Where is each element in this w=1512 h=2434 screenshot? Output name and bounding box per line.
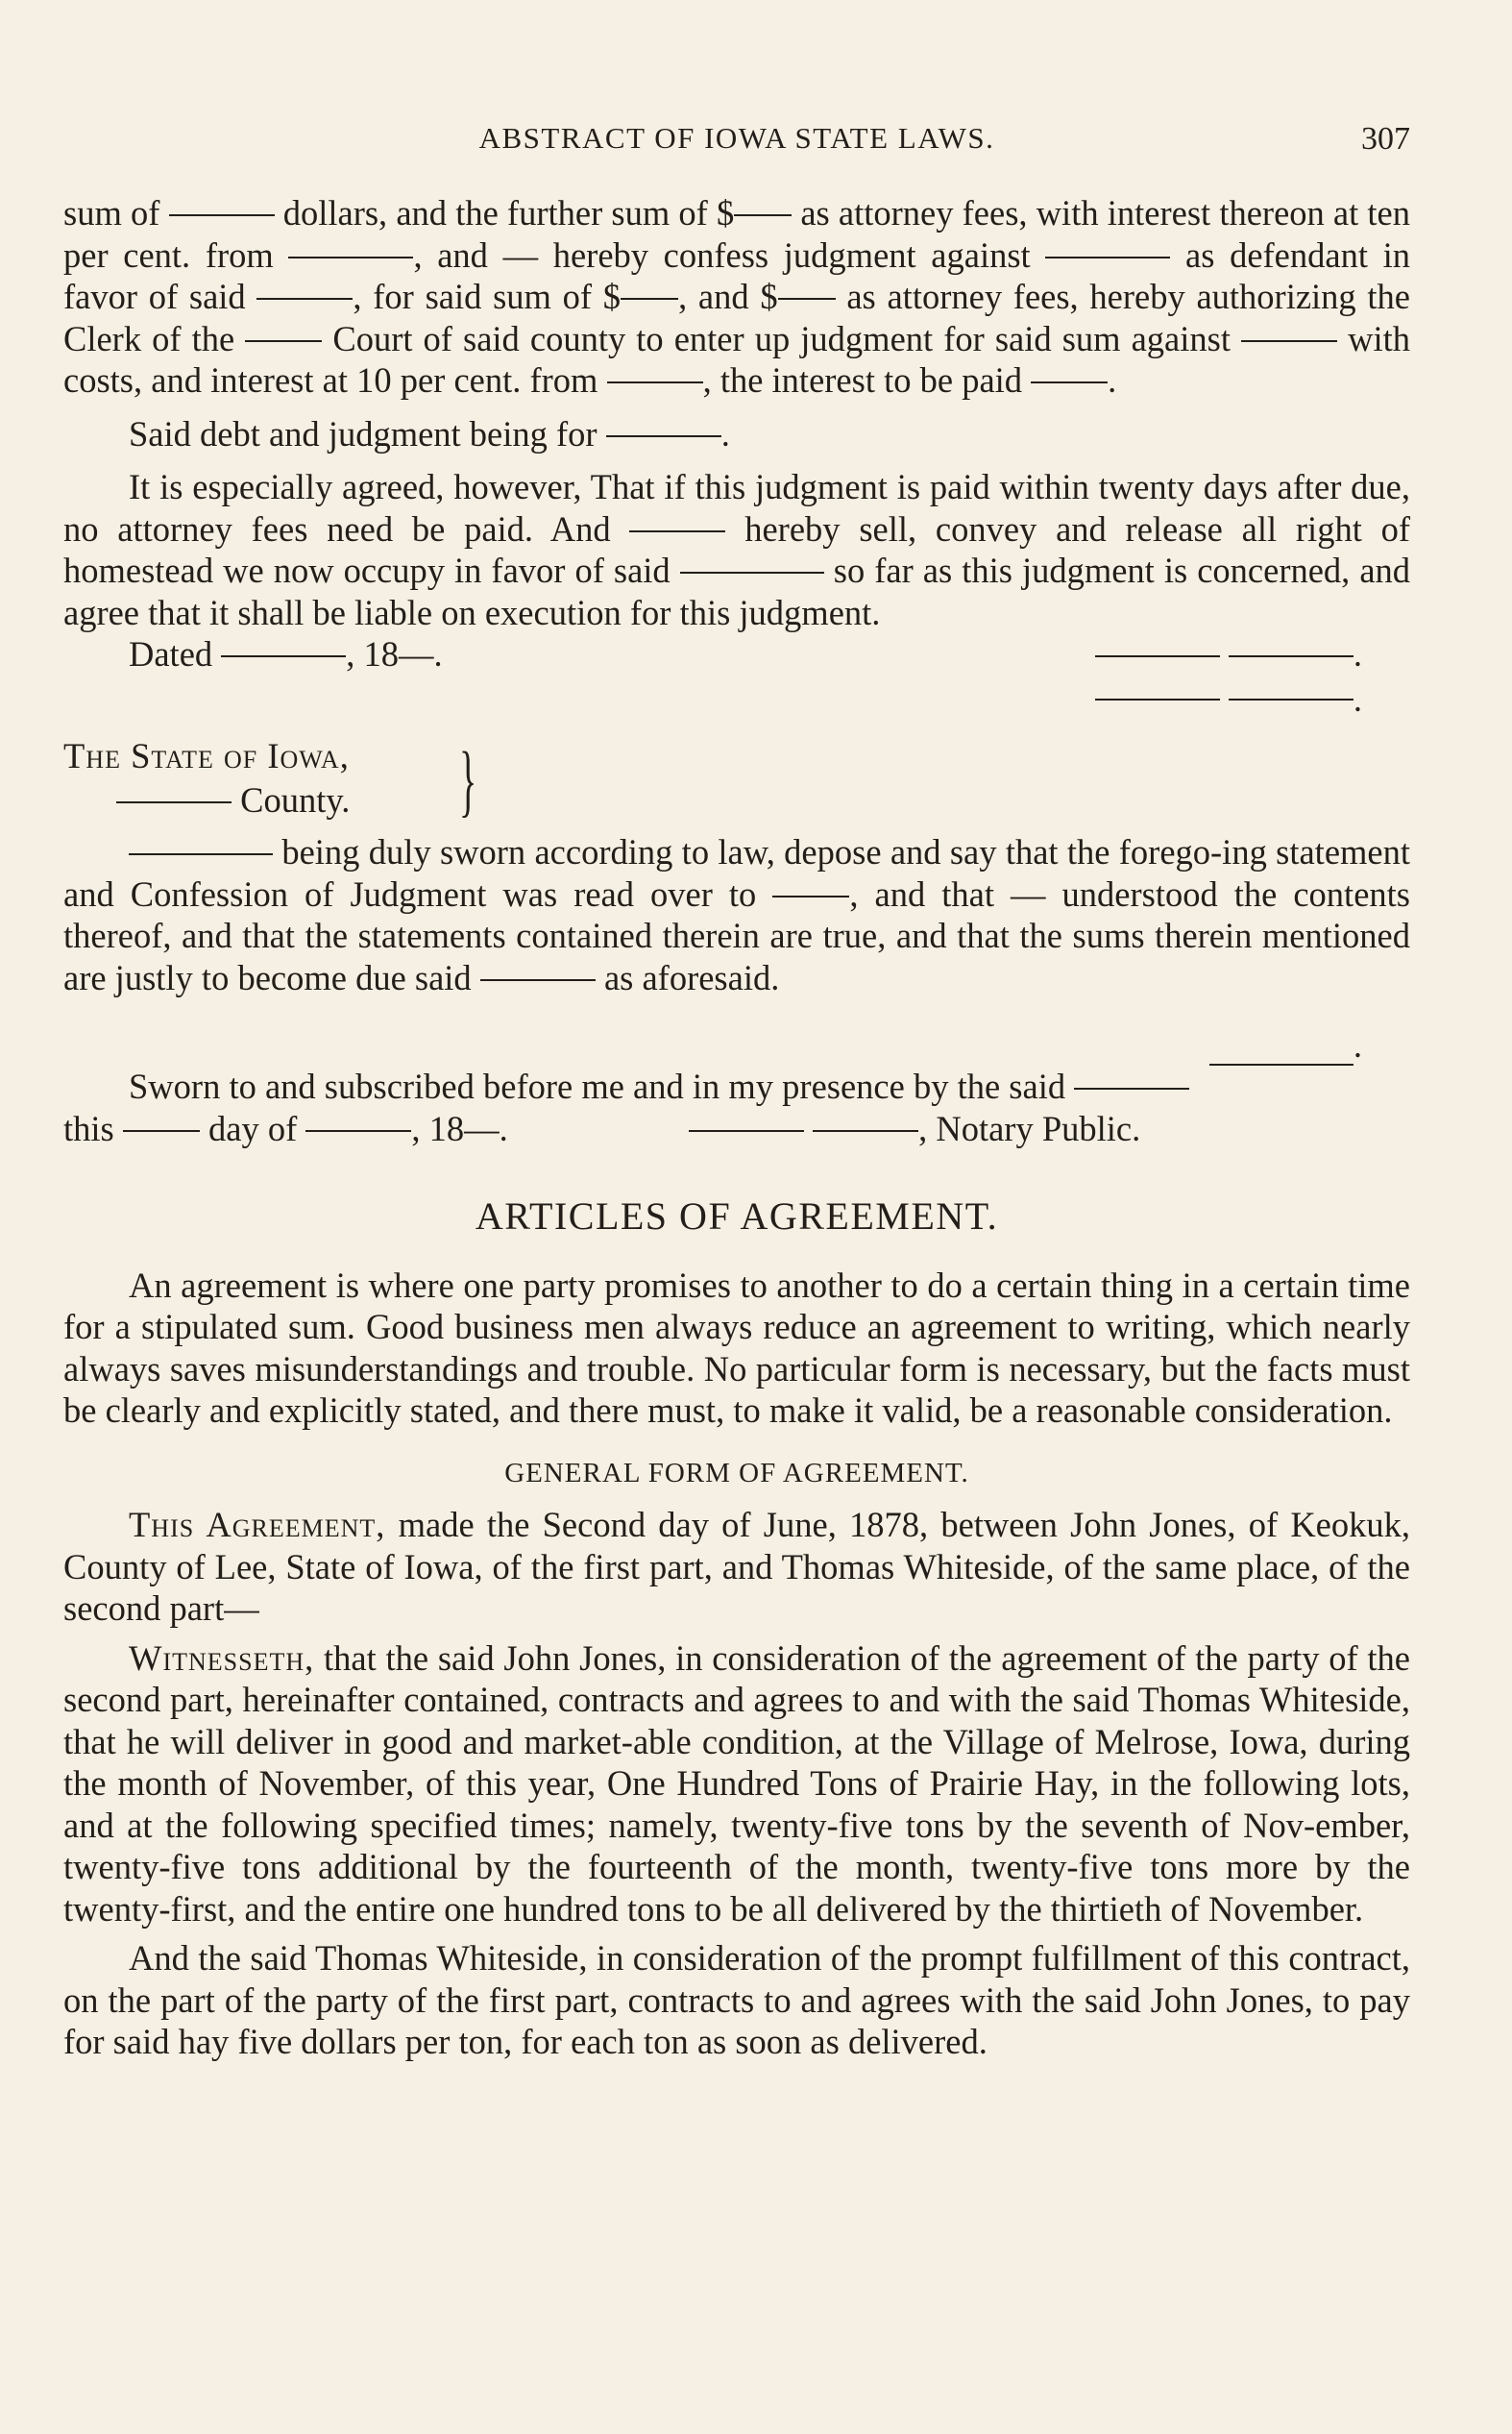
dated-line [63,633,1410,677]
blank-line [813,1130,918,1132]
blank-line [606,435,721,437]
blank-line [734,214,792,216]
signature-line-2 [63,677,1410,722]
blank-line [129,853,273,855]
blank-line [772,896,849,897]
signature-line-3 [63,998,1410,1066]
blank-line [621,298,678,300]
blank-line [116,801,232,803]
blank-line [305,1130,411,1132]
blank-line [123,1130,200,1132]
page-header [63,121,1410,163]
sworn-date-line [63,1108,1410,1150]
text-span: , and that — understood the contents thereof, and that the statements contained therein are true, and that the sums therein mentioned are justly to become due said [63,873,1410,997]
page-number: 307 [1361,121,1410,157]
blank-line [1241,340,1337,342]
blank-line [1074,1088,1189,1090]
blank-line [689,1130,804,1132]
dated-year: , 18—. [346,634,443,674]
text-span: . [720,413,730,454]
blank-line [1095,699,1220,701]
text-span: with costs, and interest at 10 per cent. from [63,318,1411,400]
dated-label: Dated [129,634,213,674]
page-body [63,192,1410,2063]
text-span: that the said John Jones, in consideration of the agreement of the party of the second part, hereinafter contained, contracts and agrees to and with the said Thomas Whiteside, that he will deliver in good and market-able condition, at the Village of Melrose, Iowa, during the month of November, of this year, One Hundred Tons of Prairie Hay, in the following lots, and at the following specified times; namely, twenty-five tons by the seventh of Nov-ember, twenty-five tons additional by the fourteenth of the month, twenty-five tons more by the twenty-first, and the entire one hundred tons to be all delivered by the thirtieth of November. [63,1637,1410,1929]
blank-line [778,298,836,300]
venue-state: The State of Iowa, [63,736,350,775]
blank-line [680,572,824,574]
blank-line [629,530,725,532]
text-span: being duly sworn according to law, depose and say that the forego-ing statement and Confession of Judgment was read over to [63,832,1411,914]
text-span: . [1353,634,1362,674]
blank-line [1229,699,1353,701]
text-span: , and $ [678,277,778,316]
lead-words: Witnesseth, [129,1637,315,1678]
text-span: so far as this judgment is concerned, and agree that it shall be liable on execution for this judgment. [63,551,1411,632]
text-span: . [1353,679,1362,720]
blank-line [256,298,353,300]
blank-line [607,381,703,383]
affidavit-paragraph [63,831,1410,998]
venue-caption [63,735,1410,831]
text-span: sum of [63,193,160,233]
text-span: , the interest to be paid [702,360,1023,400]
text-span: hereby sell, convey and release all right of homestead we now occupy in favor of said [63,508,1411,590]
venue-county-line [116,779,350,822]
text-span: day of [208,1108,298,1148]
agreement-paragraph-3: And the said Thomas Whiteside, in consideration of the prompt fulfillment of this contract, on the part of the party of the first part, contracts to and agrees with the said John Jones, to pay for said hay five dollars per ton, for each ton as soon as delivered. [63,1938,1410,2061]
blank-line [1031,381,1108,383]
text-span: Sworn to and subscribed before me and in my presence by the said [129,1067,1066,1106]
confession-paragraph-1 [63,192,1410,402]
section-title: ARTICLES OF AGREEMENT. [475,1194,999,1238]
sworn-paragraph [63,1066,1410,1108]
agreement-paragraph-1 [63,1504,1410,1630]
articles-intro-paragraph: An agreement is where one party promises to another to do a certain thing in a certain time for a stipulated sum. Good business men always reduce an agreement to writing, which nearly always saves misunderstandings and trouble. No particular form is necessary, but the facts must be clearly and explicitly stated, and there must, to make it valid, be a reasonable consideration. [63,1265,1410,1430]
confession-paragraph-2 [63,413,1410,455]
text-span: . [1108,360,1117,400]
text-span: this [63,1108,114,1148]
text-span: , for said sum of $ [353,277,622,316]
brace-icon: } [459,736,477,825]
notary-label: , Notary Public. [918,1108,1141,1148]
text-span: Said debt and judgment being for [129,413,597,454]
venue-county: County. [240,780,351,820]
confession-paragraph-3 [63,466,1410,633]
running-title: ABSTRACT OF IOWA STATE LAWS. [478,121,995,155]
text-span: made the Second day of June, 1878, between John Jones, of Keokuk, County of Lee, State of Iowa, of the first part, and Thomas Whiteside, of the same place, of the second part— [63,1505,1411,1628]
subsection-title: GENERAL FORM OF AGREEMENT. [504,1457,969,1488]
text-span: as defendant in favor of said [63,234,1411,316]
blank-line [1045,257,1170,258]
text-span: as attorney fees, with interest thereon at ten per cent. from [63,193,1411,275]
text-span: , 18—. [411,1108,508,1148]
text-span: as aforesaid. [603,957,780,997]
blank-line [480,979,596,981]
blank-line [288,257,413,258]
blank-line [1209,1064,1353,1066]
signature-line-1 [1095,633,1362,676]
blank-line [1229,655,1353,657]
text-span: as attorney fees, hereby authorizing the Clerk of the [63,277,1411,358]
blank-line [221,655,346,657]
text-span: . [1353,1024,1362,1065]
blank-line [1095,655,1220,657]
text-span: It is especially agreed, however, That if this judgment is paid within twenty days after due, no attorney fees need be paid. And [63,467,1410,549]
lead-words: This Agreement, [129,1505,386,1544]
blank-line [169,214,275,216]
text-span: , and — hereby confess judgment against [413,234,1031,275]
blank-line [245,340,322,342]
agreement-paragraph-2 [63,1637,1410,1930]
text-span: dollars, and the further sum of $ [282,193,735,233]
text-span: Court of said county to enter up judgment for said sum against [332,318,1231,358]
